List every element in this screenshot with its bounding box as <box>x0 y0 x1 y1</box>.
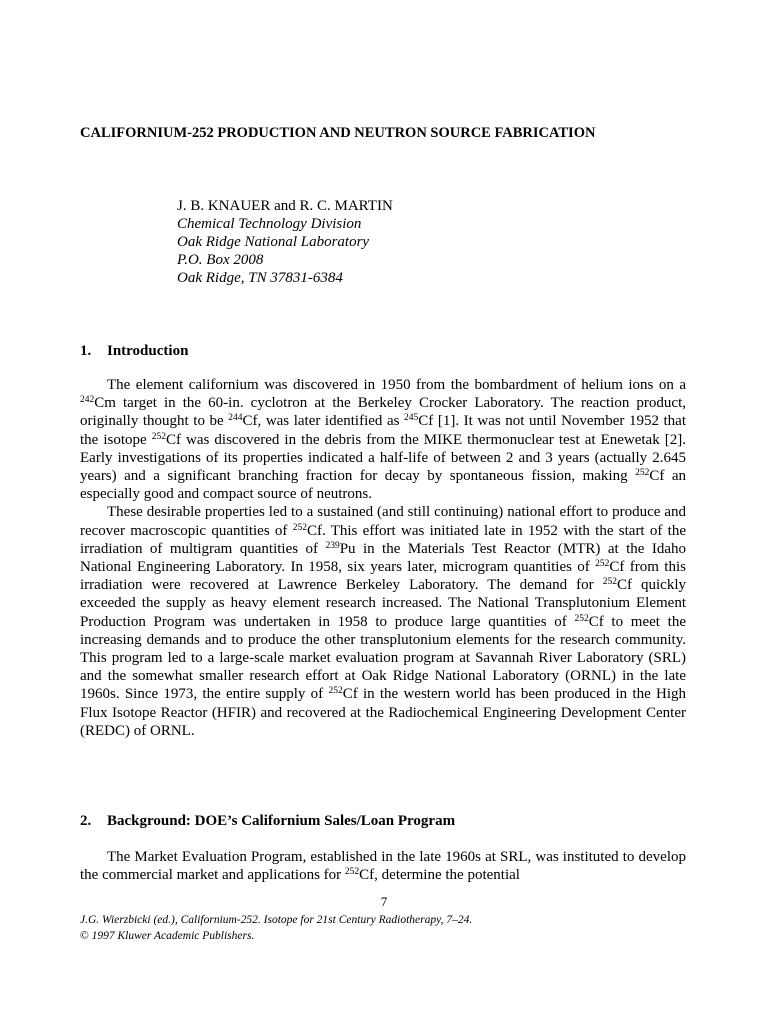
author-lab: Oak Ridge National Laboratory <box>177 234 370 250</box>
text-run: Cm target in the 60-in. cyclotron at the Berkeley Crocker Laboratory. The reaction product, originally thought to be <box>80 395 686 430</box>
isotope-superscript: 244 <box>228 413 243 424</box>
section-1-number: 1. <box>80 343 92 359</box>
text-run: These desirable properties led to a sustained (and still continuing) national effort to produce and recover macroscopic quantities of <box>80 504 686 539</box>
isotope-superscript: 252 <box>328 686 343 697</box>
section-1-body <box>80 376 686 740</box>
section-2-heading <box>80 812 455 830</box>
paragraph <box>80 848 686 884</box>
isotope-superscript: 252 <box>635 468 650 479</box>
isotope-superscript: 252 <box>292 522 307 533</box>
text-run: The Market Evaluation Program, established in the late 1960s at SRL, was instituted to develop the commercial market and applications for <box>80 849 686 884</box>
isotope-superscript: 252 <box>151 431 166 442</box>
citation-line: J.G. Wierzbicki (ed.), Californium-252. Isotope for 21st Century Radiotherapy, 7–24. <box>80 914 473 926</box>
citation-footer <box>80 912 472 944</box>
section-2-title: Background: DOE’s Californium Sales/Loan Program <box>107 813 456 829</box>
page-number: 7 <box>380 894 388 909</box>
text-run: Cf to meet the increasing demands and to produce the other transplutonium elements for the research community. This program led to a large-scale market evaluation program at Savannah River Laboratory (SRL) and the somewhat smaller research effort at Oak Ridge National Laboratory (ORNL) in the late 1960s. Since 1973, the entire supply of <box>80 613 686 703</box>
text-run: Cf in the western world has been produced in the High Flux Isotope Reactor (HFIR) and recovered at the Radiochemical Engineering Development Center (REDC) of ORNL. <box>80 686 687 739</box>
isotope-superscript: 252 <box>602 577 617 588</box>
author-division: Chemical Technology Division <box>177 216 362 232</box>
copyright-line <box>80 928 472 944</box>
isotope-superscript: 239 <box>325 540 340 551</box>
author-box: P.O. Box 2008 <box>177 252 264 268</box>
text-run: Cf quickly exceeded the supply as heavy element research increased. The National Transplutonium Element Production Program was undertaken in 1958 to produce large quantities of <box>80 577 686 630</box>
isotope-superscript: 245 <box>404 413 419 424</box>
publisher-text: 1997 Kluwer Academic Publishers. <box>88 930 255 942</box>
text-run: Cf an especially good and compact source of neutrons. <box>80 468 686 503</box>
text-run: Pu in the Materials Test Reactor (MTR) at the Idaho National Engineering Laboratory. In 1958, six years later, microgram quantities of <box>80 540 686 576</box>
text-run: Cf from this irradiation were recovered at Lawrence Berkeley Laboratory. The demand for <box>80 559 686 594</box>
author-city: Oak Ridge, TN 37831-6384 <box>177 270 343 286</box>
text-run: Cf. This effort was initiated late in 1952 with the start of the irradiation of multigram quantities of <box>80 522 686 557</box>
section-2-body <box>80 848 686 884</box>
author-block <box>177 197 393 287</box>
copyright-symbol: © <box>80 930 89 942</box>
isotope-superscript: 252 <box>574 613 589 624</box>
section-1-heading <box>80 342 188 360</box>
isotope-superscript: 252 <box>344 867 360 878</box>
text-run: Cf, was later identified as <box>242 413 405 430</box>
text-run: Cf was discovered in the debris from the MIKE thermonuclear test at Enewetak [2]. Early investigations of its properties indicated a half-life of between 2 and 3 years (actually 2.645 years) and a significant branching fraction for decay by spontaneous fission, making <box>80 431 686 485</box>
paper-title: CALIFORNIUM-252 PRODUCTION AND NEUTRON SOURCE FABRICATION <box>80 125 596 141</box>
paragraph <box>80 503 686 740</box>
author-names: J. B. KNAUER and R. C. MARTIN <box>177 198 393 214</box>
section-1-title: Introduction <box>107 343 189 359</box>
text-run: The element californium was discovered in 1950 from the bombardment of helium ions on a <box>107 377 686 393</box>
text-run: Cf [1]. It was not until November 1952 that the isotope <box>80 413 686 448</box>
isotope-superscript: 252 <box>595 559 610 570</box>
paragraph <box>80 376 686 503</box>
text-run: Cf, determine the potential <box>359 867 520 884</box>
section-2-number: 2. <box>80 813 92 829</box>
isotope-superscript: 242 <box>80 395 95 406</box>
